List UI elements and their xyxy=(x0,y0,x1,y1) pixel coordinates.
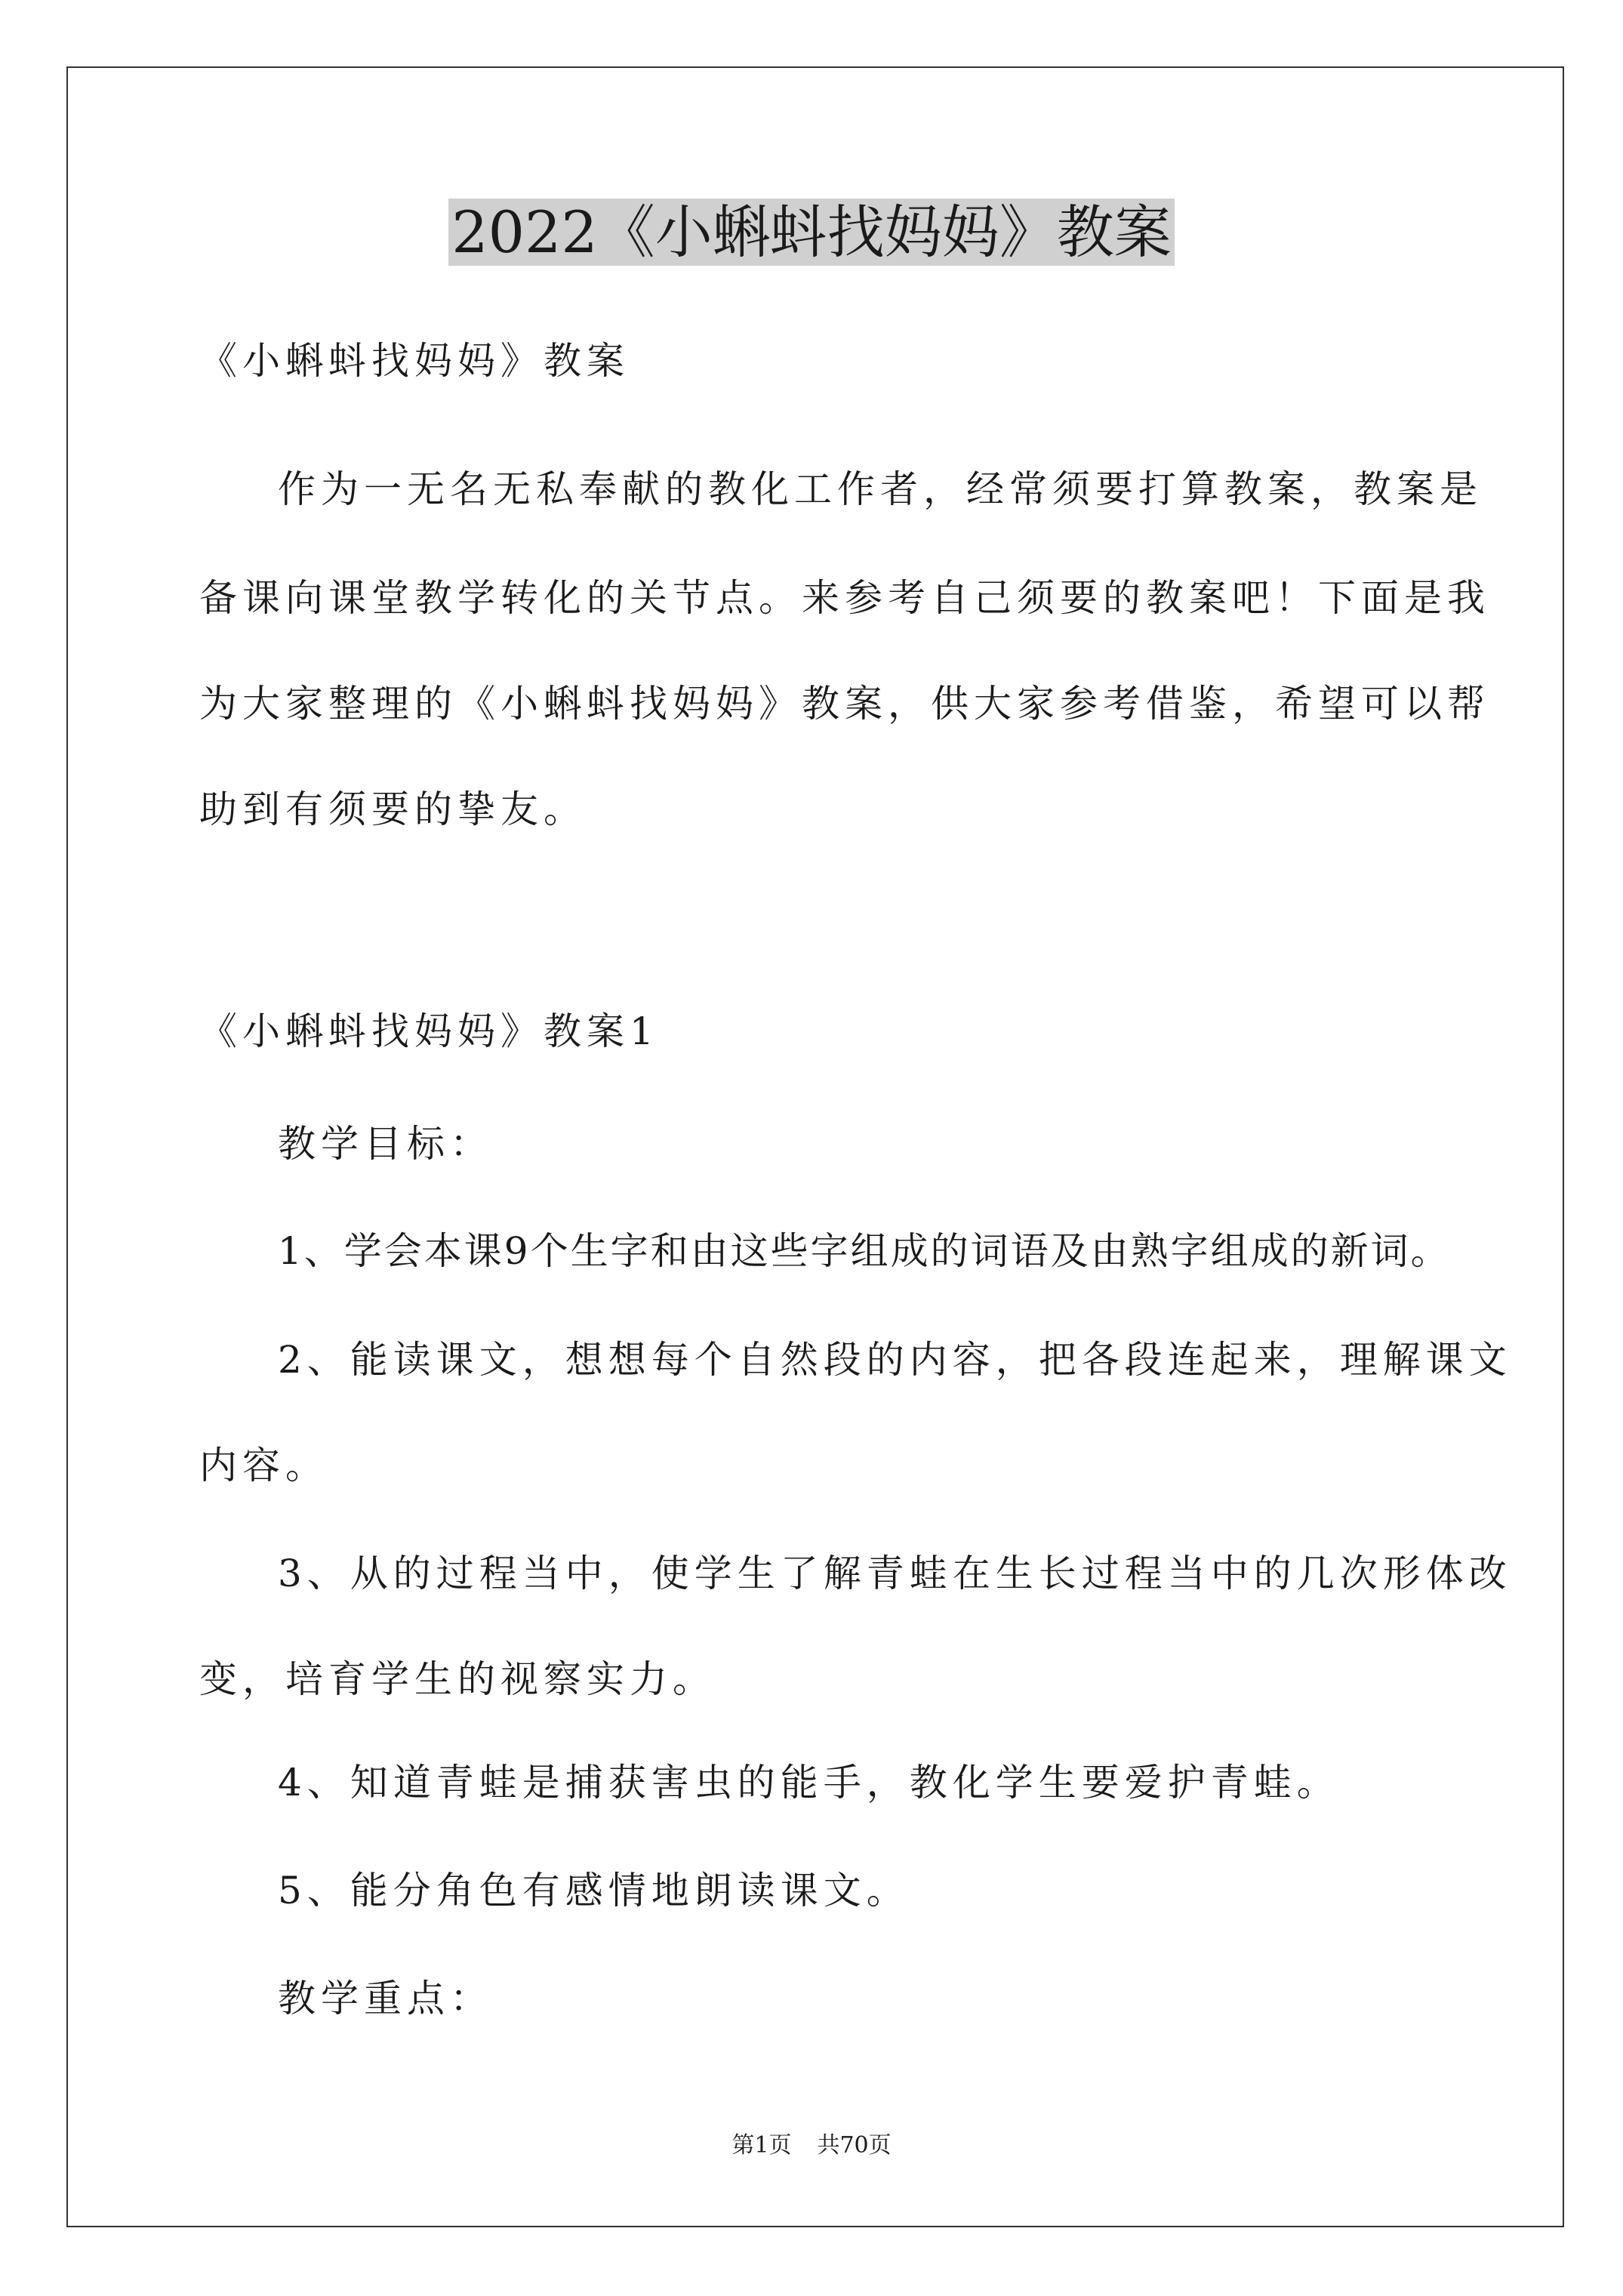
list-item-goal-4: 4、知道青蛙是捕获害虫的能手，教化学生要爱护青蛙。 xyxy=(278,1761,1340,1804)
list-item-goal-3: 3、从的过程当中，使学生了解青蛙在生长过程当中的几次形体改 xyxy=(278,1552,1512,1595)
list-item-goal-1: 1、学会本课9个生字和由这些字组成的词语及由熟字组成的新词。 xyxy=(278,1229,1451,1273)
list-item-goal-5: 5、能分角色有感情地朗读课文。 xyxy=(278,1869,910,1912)
subheading-teaching-goals: 教学目标： xyxy=(278,1122,493,1166)
page-number-current: 第1页 xyxy=(731,2132,792,2159)
page-number-total: 共70页 xyxy=(817,2132,892,2159)
section-heading-intro: 《小蝌蚪找妈妈》教案 xyxy=(199,339,630,383)
paragraph-line: 作为一无名无私奉献的教化工作者，经常须要打算教案，教案是 xyxy=(278,467,1483,511)
paragraph-line: 助到有须要的挚友。 xyxy=(199,787,587,831)
document-title: 2022《小蝌蚪找妈妈》教案 xyxy=(0,195,1623,270)
paragraph-line: 备课向课堂教学转化的关节点。来参考自己须要的教案吧！下面是我 xyxy=(199,576,1490,620)
page-footer xyxy=(0,2131,1623,2161)
list-item-goal-2-continued: 内容。 xyxy=(199,1444,328,1487)
paragraph-line: 为大家整理的《小蝌蚪找妈妈》教案，供大家参考借鉴，希望可以帮 xyxy=(199,682,1490,726)
list-item-goal-3-continued: 变，培育学生的视察实力。 xyxy=(199,1657,716,1701)
list-item-goal-2: 2、能读课文，想想每个自然段的内容，把各段连起来，理解课文 xyxy=(278,1338,1512,1382)
subheading-teaching-focus: 教学重点： xyxy=(278,1977,493,2020)
section-heading-lesson-1: 《小蝌蚪找妈妈》教案1 xyxy=(199,1009,659,1053)
